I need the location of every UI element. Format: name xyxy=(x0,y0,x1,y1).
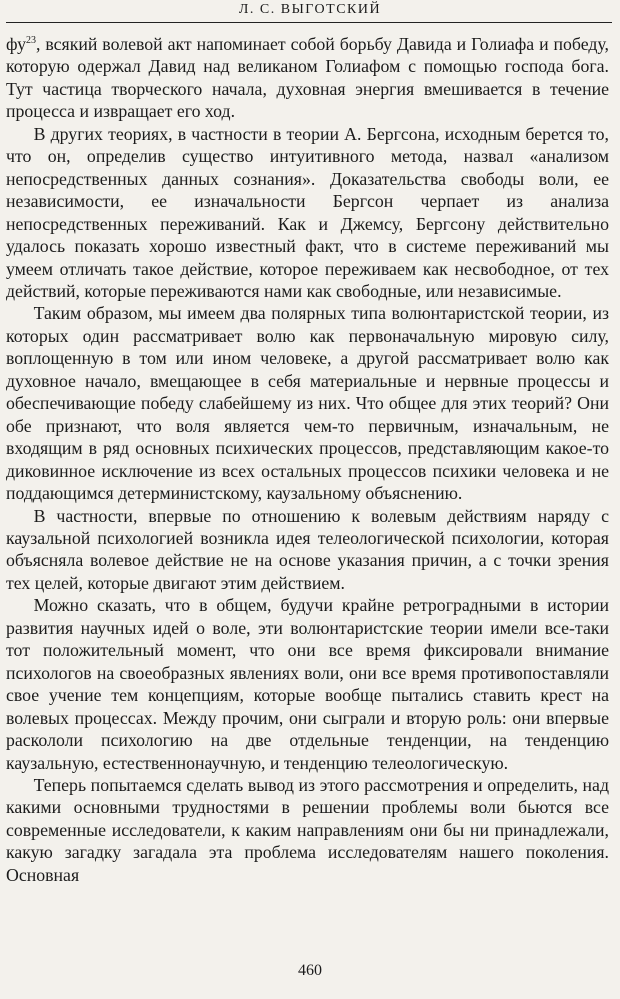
footnote-ref: 23 xyxy=(25,35,36,46)
paragraph-2: В других теориях, в частности в теории А. Бергсона, исходным берется то, что он, определив существо интуитивного метода, назвал «анализом непосредственных данных сознания». Доказательства свободы воли, ее независимости, ее изначальности Бергсон черпает из анализа непосредственных переживаний. Как и Джемсу, Бергсону действительно удалось показать хорошо известный факт, что в системе переживаний мы умеем отличать такое действие, которое переживаем как несвободное, от тех действий, которые переживаются нами как свободные, или независимые. xyxy=(6,123,609,301)
paragraph-1 xyxy=(6,33,609,123)
paragraph-6: Теперь попытаемся сделать вывод из этого рассмотрения и определить, над какими основными трудностями в решении проблемы воли бьются все современные исследователи, к каким направлениям они бы ни принадлежали, какую загадку загадала эта проблема исследователям нашего поколения. Основная xyxy=(6,774,609,885)
page-number: 460 xyxy=(298,962,322,979)
paragraph-3: Таким образом, мы имеем два полярных типа волюнтаристской теории, из которых один рассматривает волю как первоначальную мировую силу, воплощенную в том или ином человеке, а другой рассматривает волю как духовное начало, вмещающее в себя материальные и нервные процессы и обеспечивающие победу слабейшему из них. Что общее для этих теорий? Они обе признают, что воля является чем-то первичным, изначальным, не входящим в ряд основных психических процессов, представляющим какое-то диковинное исключение из всех остальных процессов психики человека и не поддающимся детерминистскому, каузальному объяснению. xyxy=(6,303,609,504)
paragraph-5: Можно сказать, что в общем, будучи крайне ретроградными в истории развития научных идей о воле, эти волюнтаристские теории имели все-таки тот положительный момент, что они все время фиксировали внимание психологов на своеобразных явлениях воли, они все время противопоставляли свое учение тем концепциям, которые вообще пытались ставить крест на волевых процессах. Между прочим, они сыграли и вторую роль: они впервые раскололи психологию на две отдельные тенденции, на тенденцию каузальную, естественнонаучную, и тенденцию телеологическую. xyxy=(6,595,609,773)
paragraph-4: В частности, впервые по отношению к волевым действиям наряду с каузальной психологией возникла идея телеологической психологии, которая объясняла волевое действие не на основе указания причин, а с точки зрения тех целей, которые двигают этим действием. xyxy=(6,505,609,593)
p1-rest: , всякий волевой акт напоминает собой борьбу Давида и Голиафа и победу, которую одержал Давид над великаном Голиафом с помощью господа бога. Тут частица творческого начала, духовная энергия вмешивается в течение процесса и извращает его ход. xyxy=(6,34,609,122)
header-rule xyxy=(6,22,612,23)
running-header: Л. С. ВЫГОТСКИЙ xyxy=(238,2,382,17)
p1-lead: фу xyxy=(6,34,26,54)
body-text xyxy=(6,33,609,886)
